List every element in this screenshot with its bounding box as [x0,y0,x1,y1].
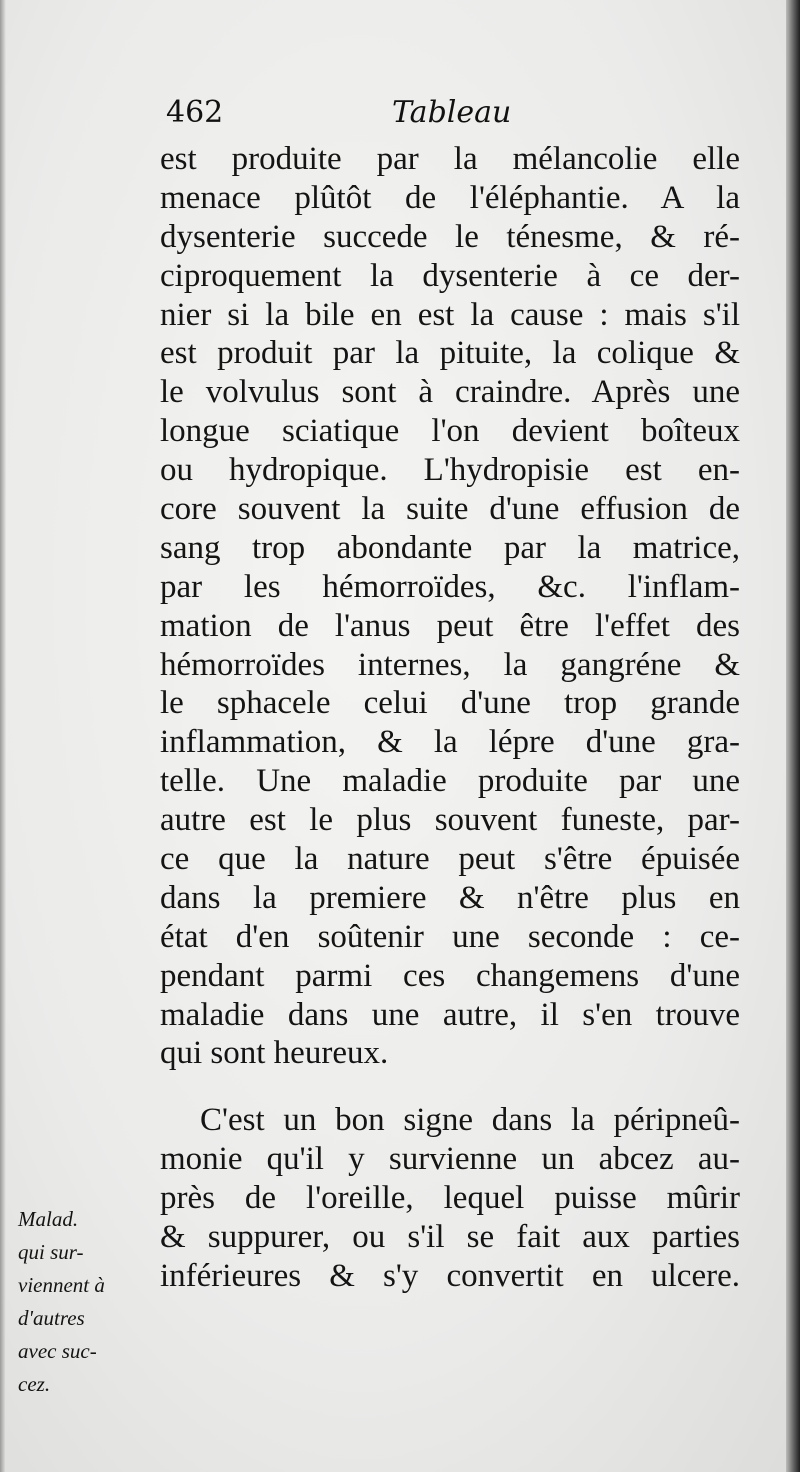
text-line: est produite par la mélancolie elle [160,141,740,177]
text-line: hémorroïdes internes, la gangréne & [160,646,740,683]
text-line: pendant parmi ces changemens d'une [160,957,740,994]
text-line: le volvulus sont à craindre. Après une [160,374,740,411]
margin-note-line: d'autres [18,1306,85,1330]
text-line: autre est le plus souvent funeste, par- [160,802,740,839]
margin-note-line: qui sur- [18,1240,84,1264]
text-line: inférieures & s'y convertit en ulcere. [160,1257,740,1294]
text-line: ciproquement la dysenterie à ce der- [160,257,740,294]
paragraph-gap [160,1073,740,1101]
text-line: maladie dans une autre, il s'en trouve [160,996,740,1033]
running-head [166,95,726,145]
margin-note-line: Malad. [18,1207,79,1231]
text-line: le sphacele celui d'une trop grande [160,685,740,722]
text-line: & suppurer, ou s'il se fait aux parties [160,1219,740,1256]
text-line: inflammation, & la lépre d'une gra- [160,724,740,761]
text-line: C'est un bon signe dans la péripneû- [200,1102,740,1139]
text-line: sang trop abondante par la matrice, [160,529,740,566]
margin-note [18,1203,158,1401]
text-line: près de l'oreille, lequel puisse mûrir [160,1180,740,1217]
page-left-edge [0,0,6,1472]
text-line: qui sont heureux. [160,1035,389,1072]
text-line: longue sciatique l'on devient boîteux [160,413,740,450]
text-line: monie qu'il y survienne un abcez au- [160,1141,740,1178]
text-line: menace plûtôt de l'éléphantie. A la [160,179,740,216]
running-title: Tableau [392,95,512,130]
text-line: telle. Une maladie produite par une [160,763,740,800]
text-line: est produit par la pituite, la colique & [160,335,740,372]
text-line: dysenterie succede le ténesme, & ré- [160,218,740,255]
text-line: mation de l'anus peut être l'effet des [160,607,740,644]
text-line: ou hydropique. L'hydropisie est en- [160,452,740,489]
margin-note-line: viennent à [18,1273,105,1297]
text-line: core souvent la suite d'une effusion de [160,491,740,528]
text-line: dans la premiere & n'être plus en [160,879,740,916]
margin-note-line: cez. [18,1372,51,1396]
margin-note-line: avec suc- [18,1339,97,1363]
page-number: 462 [166,95,224,130]
body-text [160,140,740,1296]
text-line: ce que la nature peut s'être épuisée [160,841,740,878]
text-line: par les hémorroïdes, &c. l'inflam- [160,568,740,605]
text-line: état d'en soûtenir une seconde : ce- [160,918,740,955]
text-line: nier si la bile en est la cause : mais s'il [160,296,740,333]
page-binding-shadow [786,0,800,1472]
